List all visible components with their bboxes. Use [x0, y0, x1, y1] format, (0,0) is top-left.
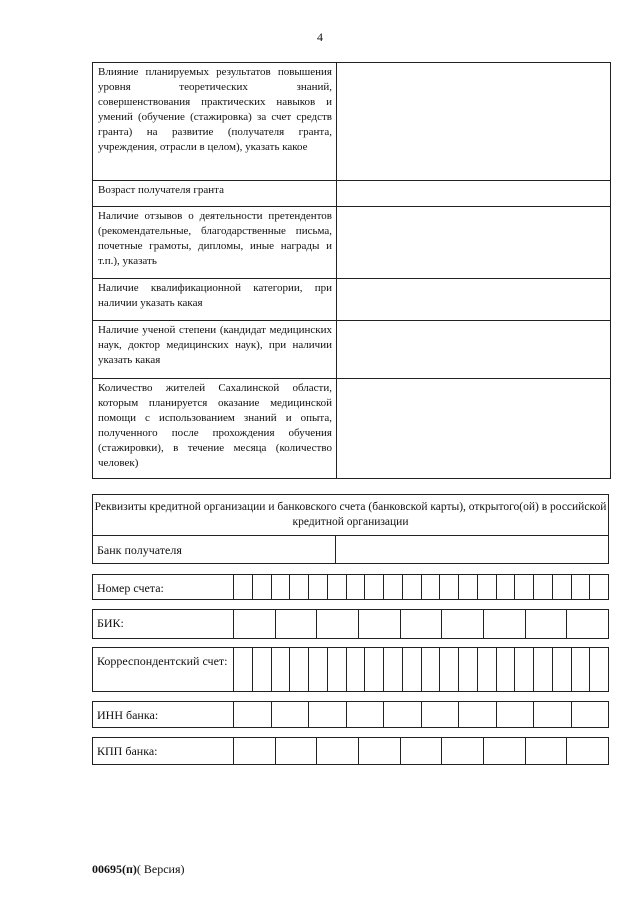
account-digit-cell[interactable]: [346, 575, 365, 599]
account-digit-cell[interactable]: [402, 575, 421, 599]
account-digit-cell[interactable]: [477, 575, 496, 599]
form-code: 00695(п): [92, 862, 137, 876]
bik-row: [92, 609, 609, 639]
bik-cells: [233, 610, 608, 638]
bank-name-row: [92, 535, 609, 564]
corr-digit-cell[interactable]: [496, 648, 515, 691]
bik-digit-cell[interactable]: [441, 610, 483, 638]
table-row: [93, 321, 611, 379]
corr-digit-cell[interactable]: [252, 648, 271, 691]
bank-name-field[interactable]: [336, 536, 608, 563]
account-digit-cell[interactable]: [571, 575, 590, 599]
corr-digit-cell[interactable]: [289, 648, 308, 691]
inn-label: ИНН банка:: [97, 708, 159, 722]
corr-account-row: [92, 647, 609, 692]
row-answer-field[interactable]: [337, 63, 611, 181]
bik-digit-cell[interactable]: [566, 610, 608, 638]
kpp-digit-cell[interactable]: [441, 738, 483, 764]
table-row: [93, 181, 611, 207]
inn-digit-cell[interactable]: [308, 702, 346, 727]
row-label: Наличие квалификационной категории, при наличии указать какая: [93, 279, 337, 321]
bik-digit-cell[interactable]: [525, 610, 567, 638]
corr-digit-cell[interactable]: [364, 648, 383, 691]
inn-digit-cell[interactable]: [571, 702, 609, 727]
table-row: [93, 63, 611, 181]
document-code: [92, 862, 185, 877]
account-digit-cell[interactable]: [383, 575, 402, 599]
bik-digit-cell[interactable]: [483, 610, 525, 638]
table-row: [93, 279, 611, 321]
account-digit-cell[interactable]: [589, 575, 608, 599]
row-label: Наличие отзывов о деятельности претендентов (рекомендательные, благодарственные письма, почетные грамоты, дипломы, иные награды и т.п.), указать: [93, 207, 337, 279]
corr-digit-cell[interactable]: [421, 648, 440, 691]
bank-name-label: Банк получателя: [93, 536, 336, 563]
corr-digit-cell[interactable]: [533, 648, 552, 691]
kpp-digit-cell[interactable]: [358, 738, 400, 764]
corr-digit-cell[interactable]: [514, 648, 533, 691]
account-digit-cell[interactable]: [252, 575, 271, 599]
bik-digit-cell[interactable]: [400, 610, 442, 638]
kpp-digit-cell[interactable]: [275, 738, 317, 764]
account-digit-cell[interactable]: [308, 575, 327, 599]
inn-digit-cell[interactable]: [233, 702, 271, 727]
row-answer-field[interactable]: [337, 207, 611, 279]
account-digit-cell[interactable]: [514, 575, 533, 599]
row-label: Количество жителей Сахалинской области, которым планируется оказание медицинской помощи с использованием знаний и опыта, полученного после прохождения обучения (стажировки), в течение месяца (количество человек): [93, 379, 337, 479]
inn-row: [92, 701, 609, 728]
corr-account-label: Корреспондентский счет:: [97, 654, 228, 668]
account-number-cells: [233, 575, 608, 599]
row-answer-field[interactable]: [337, 279, 611, 321]
corr-digit-cell[interactable]: [552, 648, 571, 691]
account-digit-cell[interactable]: [439, 575, 458, 599]
corr-digit-cell[interactable]: [346, 648, 365, 691]
inn-cells: [233, 702, 608, 727]
questionnaire-table: [92, 62, 611, 479]
table-row: [93, 207, 611, 279]
corr-digit-cell[interactable]: [439, 648, 458, 691]
account-digit-cell[interactable]: [233, 575, 252, 599]
kpp-digit-cell[interactable]: [566, 738, 608, 764]
account-digit-cell[interactable]: [458, 575, 477, 599]
inn-digit-cell[interactable]: [458, 702, 496, 727]
corr-digit-cell[interactable]: [589, 648, 608, 691]
corr-digit-cell[interactable]: [383, 648, 402, 691]
inn-digit-cell[interactable]: [421, 702, 459, 727]
table-row: [93, 379, 611, 479]
bik-label: БИК:: [97, 616, 124, 630]
kpp-cells: [233, 738, 608, 764]
corr-digit-cell[interactable]: [327, 648, 346, 691]
kpp-row: [92, 737, 609, 765]
kpp-digit-cell[interactable]: [233, 738, 275, 764]
inn-digit-cell[interactable]: [533, 702, 571, 727]
version-label: ( Версия): [136, 862, 185, 876]
corr-account-cells: [233, 648, 608, 691]
bik-digit-cell[interactable]: [275, 610, 317, 638]
account-number-label: Номер счета:: [97, 581, 164, 595]
row-answer-field[interactable]: [337, 181, 611, 207]
kpp-digit-cell[interactable]: [525, 738, 567, 764]
page-number: 4: [317, 30, 323, 44]
kpp-digit-cell[interactable]: [400, 738, 442, 764]
bik-digit-cell[interactable]: [316, 610, 358, 638]
row-label: Влияние планируемых результатов повышения уровня теоретических знаний, совершенствования практических навыков и умений (обучение (стажировка) за счет средств гранта) на развитие (получателя гранта, учреждения, отрасли в целом), указать какое: [93, 63, 337, 181]
account-digit-cell[interactable]: [533, 575, 552, 599]
corr-digit-cell[interactable]: [402, 648, 421, 691]
inn-digit-cell[interactable]: [271, 702, 309, 727]
account-digit-cell[interactable]: [327, 575, 346, 599]
corr-digit-cell[interactable]: [233, 648, 252, 691]
row-answer-field[interactable]: [337, 379, 611, 479]
bik-digit-cell[interactable]: [358, 610, 400, 638]
account-digit-cell[interactable]: [496, 575, 515, 599]
inn-digit-cell[interactable]: [346, 702, 384, 727]
account-digit-cell[interactable]: [552, 575, 571, 599]
kpp-digit-cell[interactable]: [316, 738, 358, 764]
kpp-digit-cell[interactable]: [483, 738, 525, 764]
corr-digit-cell[interactable]: [477, 648, 496, 691]
bank-details-header: Реквизиты кредитной организации и банковского счета (банковской карты), открытого(ой) в российской кредитной организации: [92, 494, 609, 536]
account-number-row: [92, 574, 609, 600]
corr-digit-cell[interactable]: [571, 648, 590, 691]
account-digit-cell[interactable]: [289, 575, 308, 599]
inn-digit-cell[interactable]: [383, 702, 421, 727]
corr-digit-cell[interactable]: [458, 648, 477, 691]
row-answer-field[interactable]: [337, 321, 611, 379]
kpp-label: КПП банка:: [97, 744, 158, 758]
account-digit-cell[interactable]: [271, 575, 290, 599]
inn-digit-cell[interactable]: [496, 702, 534, 727]
row-label: Наличие ученой степени (кандидат медицинских наук, доктор медицинских наук), при наличии указать какая: [93, 321, 337, 379]
bik-digit-cell[interactable]: [233, 610, 275, 638]
corr-digit-cell[interactable]: [308, 648, 327, 691]
corr-digit-cell[interactable]: [271, 648, 290, 691]
row-label: Возраст получателя гранта: [93, 181, 337, 207]
account-digit-cell[interactable]: [364, 575, 383, 599]
account-digit-cell[interactable]: [421, 575, 440, 599]
